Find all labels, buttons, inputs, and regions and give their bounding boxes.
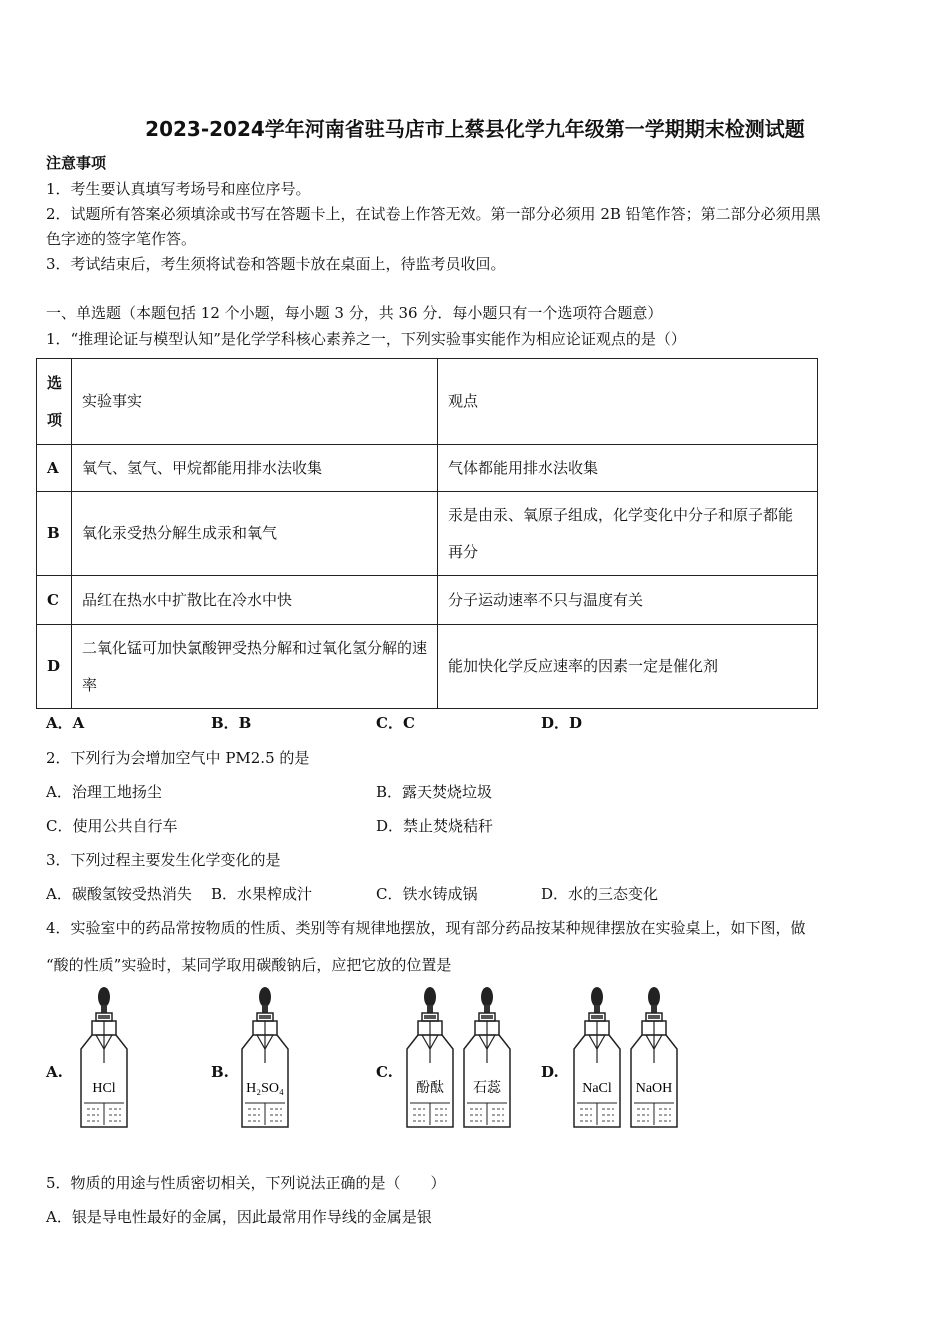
choice-c: C．铁水铸成锅 — [376, 885, 478, 903]
notice-item: 3．考试结束后，考生须将试卷和答题卡放在桌面上，待监考员收回。 — [46, 255, 506, 273]
question-5-stem: 5．物质的用途与性质密切相关，下列说法正确的是（ ） — [46, 1174, 446, 1192]
bottle-label: HCl — [92, 1081, 116, 1096]
fact-cell: 氧化汞受热分解生成汞和氧气 — [72, 492, 438, 576]
option-cell: C — [37, 576, 72, 625]
reagent-bottle — [574, 987, 620, 1127]
option-header-line2: 项 — [47, 410, 63, 429]
bottle-figure — [0, 985, 950, 1135]
choice-c: C．C — [376, 714, 415, 732]
table-row — [37, 625, 818, 709]
view-cell: 气体都能用排水法收集 — [438, 445, 818, 492]
question-2-stem: 2．下列行为会增加空气中 PM2.5 的是 — [46, 749, 310, 767]
bottle-label: NaCl — [582, 1081, 612, 1096]
fact-cell: 二氧化锰可加快氯酸钾受热分解和过氧化氢分解的速率 — [72, 625, 438, 709]
reagent-bottle — [631, 987, 677, 1127]
question-4-stem: 4．实验室中的药品常按物质的性质、类别等有规律地摆放，现有部分药品按某种规律摆放在实验桌上，如下图，做 — [46, 919, 806, 937]
table-row — [37, 492, 818, 576]
choice-b: B．露天焚烧垃圾 — [376, 783, 493, 801]
fact-cell: 品红在热水中扩散比在冷水中快 — [72, 576, 438, 625]
option-cell: D — [37, 625, 72, 709]
bottle-label: 酚酞 — [416, 1081, 444, 1096]
choice-d: D．D — [541, 714, 583, 732]
fact-header: 实验事实 — [72, 359, 438, 445]
page-title: 2023-2024学年河南省驻马店市上蔡县化学九年级第一学期期末检测试题 — [145, 117, 805, 141]
option-label: D. — [541, 1063, 559, 1081]
reagent-bottle — [242, 987, 288, 1127]
option-label: A. — [46, 1063, 63, 1081]
option-cell: A — [37, 445, 72, 492]
option-header-line1: 选 — [47, 373, 63, 392]
view-header: 观点 — [438, 359, 818, 445]
bottle-label: H₂SO₄ — [246, 1081, 284, 1096]
question-4-stem-cont: “酸的性质”实验时，某同学取用碳酸钠后，应把它放的位置是 — [46, 956, 452, 974]
question-3-stem: 3．下列过程主要发生化学变化的是 — [46, 851, 281, 869]
bottle-label: NaOH — [635, 1081, 673, 1096]
view-cell: 分子运动速率不只与温度有关 — [438, 576, 818, 625]
choice-a: A．A — [46, 714, 85, 732]
choice-a: A．银是导电性最好的金属，因此最常用作导线的金属是银 — [46, 1208, 432, 1226]
choice-b: B．B — [211, 714, 252, 732]
view-cell: 能加快化学反应速率的因素一定是催化剂 — [438, 625, 818, 709]
table-header-row — [37, 359, 818, 445]
option-label: B. — [211, 1063, 229, 1081]
notice-item: 色字迹的签字笔作答。 — [46, 230, 197, 248]
question-1-stem: 1．“推理论证与模型认知”是化学学科核心素养之一，下列实验事实能作为相应论证观点的是（） — [46, 330, 686, 348]
choice-b: B．水果榨成汁 — [211, 885, 313, 903]
choice-a: A．治理工地扬尘 — [46, 783, 162, 801]
table-row — [37, 576, 818, 625]
notice-item: 1．考生要认真填写考场号和座位序号。 — [46, 180, 311, 198]
notice-item: 2．试题所有答案必须填涂或书写在答题卡上，在试卷上作答无效。第一部分必须用 2B 铅笔作答；第二部分必须用黑 — [46, 205, 821, 223]
choice-d: D．禁止焚烧秸秆 — [376, 817, 494, 835]
choice-d: D．水的三态变化 — [541, 885, 659, 903]
choice-a: A．碳酸氢铵受热消失 — [46, 885, 192, 903]
option-header — [37, 359, 72, 445]
reagent-bottle — [81, 987, 127, 1127]
reagent-bottle — [464, 987, 510, 1127]
view-cell: 汞是由汞、氧原子组成，化学变化中分子和原子都能再分 — [438, 492, 818, 576]
notice-heading: 注意事项 — [46, 154, 107, 172]
choice-c: C．使用公共自行车 — [46, 817, 178, 835]
option-label: C. — [376, 1063, 393, 1081]
question-1-table — [36, 358, 818, 709]
bottle-label: 石蕊 — [473, 1081, 501, 1096]
table-row — [37, 445, 818, 492]
fact-cell: 氧气、氢气、甲烷都能用排水法收集 — [72, 445, 438, 492]
option-cell: B — [37, 492, 72, 576]
reagent-bottle — [407, 987, 453, 1127]
section-heading: 一、单选题（本题包括 12 个小题，每小题 3 分，共 36 分．每小题只有一个选项符合题意） — [46, 304, 663, 322]
